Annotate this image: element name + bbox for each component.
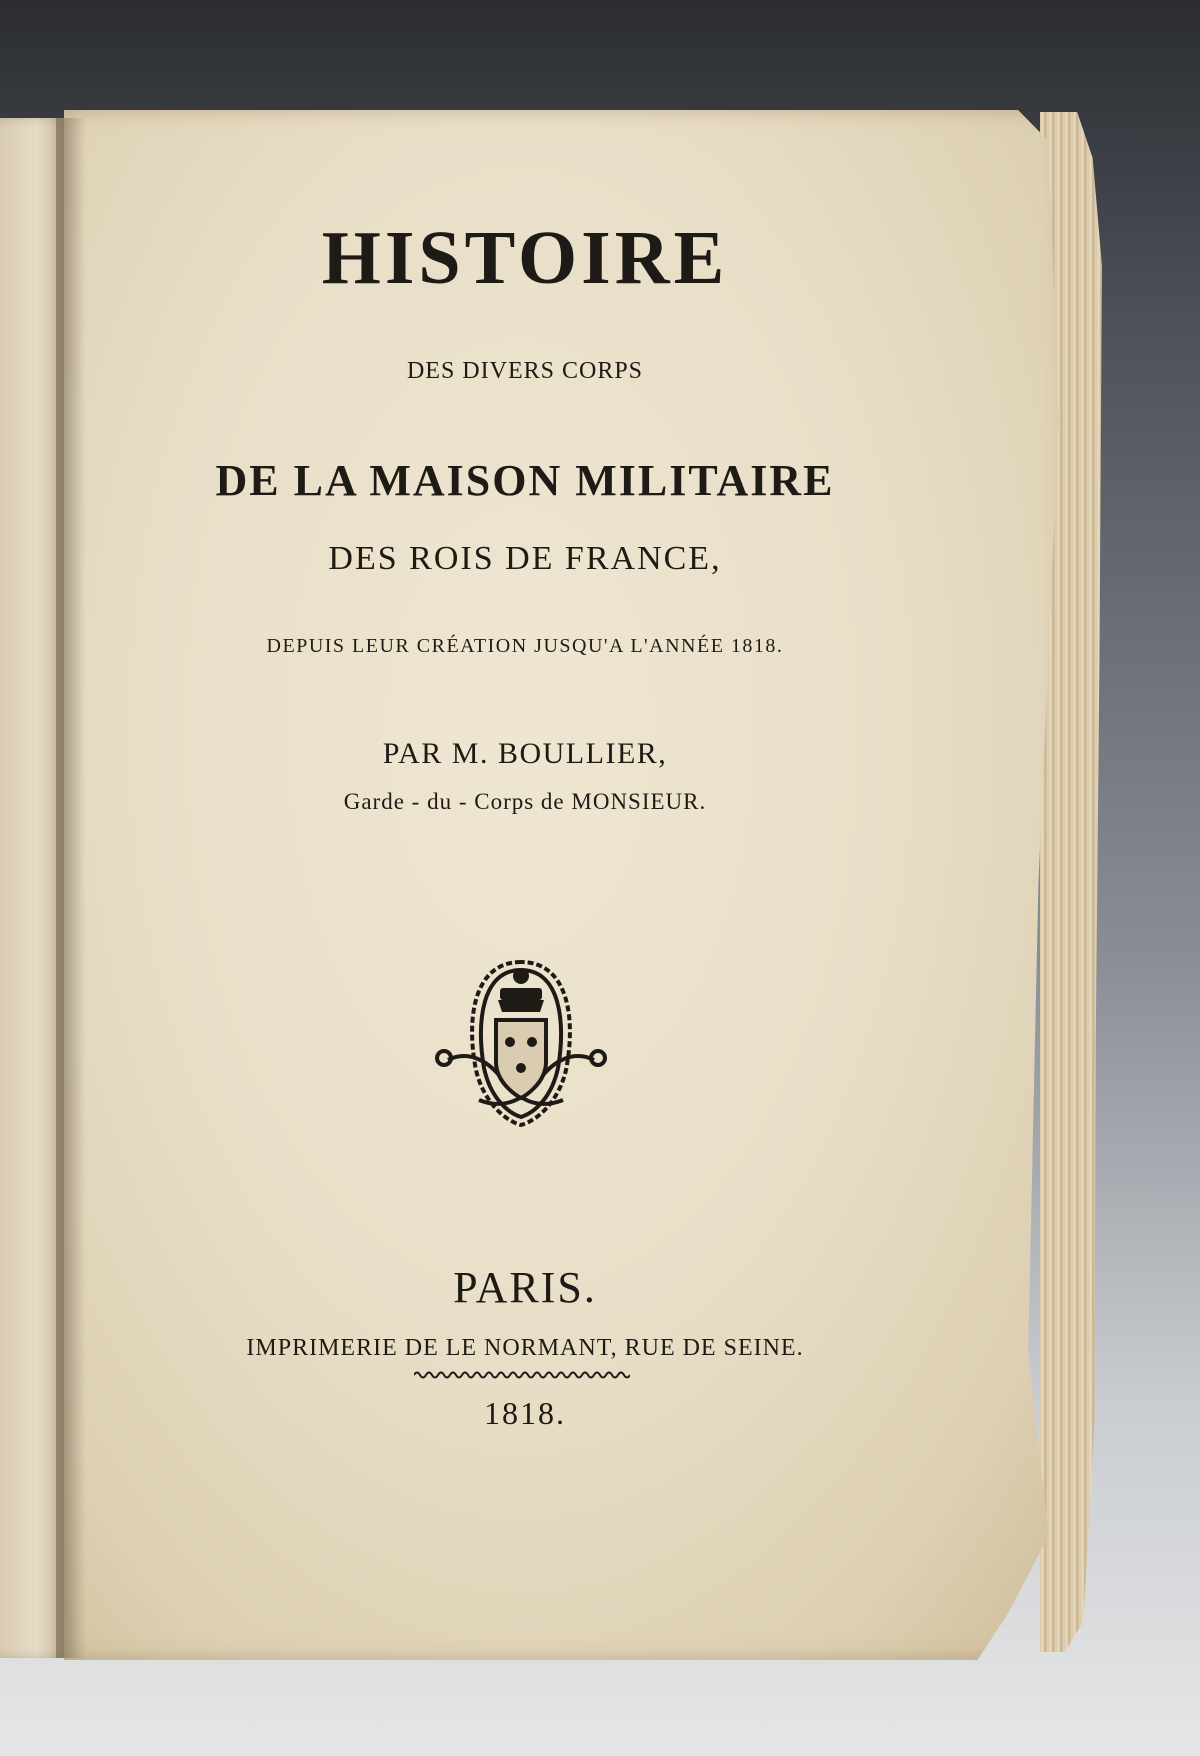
subtitle-divers-corps: DES DIVERS CORPS (406, 358, 644, 384)
city: PARIS. (453, 1263, 597, 1312)
publication-year: 1818. (484, 1395, 566, 1431)
subtitle-rois-de-france: DES ROIS DE FRANCE, (328, 540, 722, 577)
subtitle-dates: DEPUIS LEUR CRÉATION JUSQU'A L'ANNÉE 1818. (266, 635, 784, 657)
royal-coat-of-arms-icon (428, 950, 614, 1132)
author-title: Garde - du - Corps de MONSIEUR. (343, 789, 707, 814)
subtitle-maison-militaire: DE LA MAISON MILITAIRE (215, 456, 835, 505)
author-line: PAR M. BOULLIER, (382, 737, 668, 770)
main-title: HISTOIRE (321, 216, 729, 300)
printer-line: IMPRIMERIE DE LE NORMANT, RUE DE SEINE. (246, 1335, 804, 1361)
wavy-rule (414, 1370, 630, 1380)
